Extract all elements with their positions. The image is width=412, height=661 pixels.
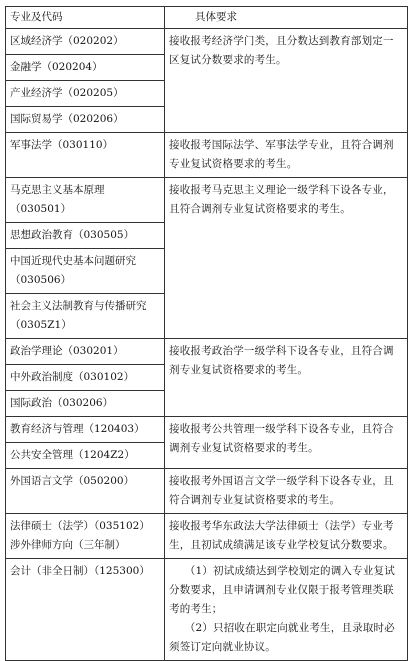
- table-row: [6, 514, 408, 559]
- table-row: [6, 469, 408, 514]
- requirement-cell: 接收报考国际法学、军事法学专业，且符合调剂专业复试资格要求的考生。: [165, 133, 408, 178]
- table-header-row: [6, 7, 408, 29]
- requirement-cell: 接收报考华东政法大学法律硕士（法学）专业考生，且初试成绩满足该专业学校复试分数要求。: [165, 514, 408, 559]
- major-cell: 军事法学（030110）: [6, 133, 165, 178]
- major-item: 马克思主义基本原理（030501）: [6, 178, 164, 223]
- major-item: 中国近现代史基本问题研究（030506）: [6, 249, 164, 294]
- requirement-item: （1）初试成绩达到学校划定的调入专业复试分数要求，且申请调剂专业仅限于报考管理类联考的考生；: [169, 565, 395, 615]
- major-item: 金融学（020204）: [6, 55, 164, 81]
- major-item: 区域经济学（020202）: [6, 29, 164, 55]
- major-cell: 会计（非全日制）（125300）: [6, 559, 165, 661]
- major-item: 国际贸易学（020206）: [10, 113, 124, 125]
- major-item: 思想政治教育（030505）: [6, 223, 164, 249]
- major-cell: 外国语言文学（050200）: [6, 469, 165, 514]
- requirement-cell: 接收报考公共管理一级学科下设各专业，且符合调剂专业复试资格要求的考生。: [165, 417, 408, 469]
- major-item: 公共安全管理（1204Z2）: [10, 449, 135, 461]
- requirement-cell: [165, 559, 408, 661]
- requirement-cell: 接收报考马克思主义理论一级学科下设各专业，且符合调剂专业复试资格要求的考生。: [165, 178, 408, 339]
- table-row: [6, 133, 408, 178]
- requirement-cell: 接收报考外国语言文学一级学科下设各专业，且符合调剂专业复试资格要求的考生。: [165, 469, 408, 514]
- major-cell: [6, 29, 165, 133]
- requirement-item: （2）只招收在职定向就业考生，且录取时必须签订定向就业协议。: [169, 622, 395, 653]
- major-item: 国际政治（030206）: [10, 397, 114, 409]
- header-requirements: 具体要求: [165, 7, 408, 29]
- table-row: [6, 559, 408, 661]
- major-item: 产业经济学（020205）: [6, 81, 164, 107]
- table-row: [6, 178, 408, 339]
- adjustment-requirements-table: [5, 6, 408, 661]
- major-item: 社会主义法制教育与传播研究（0305Z1）: [10, 300, 147, 331]
- major-cell: [6, 178, 165, 339]
- table-row: [6, 339, 408, 417]
- major-cell: [6, 417, 165, 469]
- major-item: 政治学理论（030201）: [6, 339, 164, 365]
- table-row: [6, 417, 408, 469]
- major-cell: [6, 339, 165, 417]
- requirement-cell: 接收报考经济学门类，且分数达到教育部划定一区复试分数要求的考生。: [165, 29, 408, 133]
- major-item: 教育经济与管理（120403）: [6, 417, 164, 443]
- major-cell: 法律硕士（法学）（035102）涉外律师方向（三年制）: [6, 514, 165, 559]
- document-page: [5, 6, 407, 661]
- table-row: [6, 29, 408, 133]
- requirement-cell: 接收报考政治学一级学科下设各专业，且符合调剂专业复试资格要求的考生。: [165, 339, 408, 417]
- major-item: 中外政治制度（030102）: [6, 365, 164, 391]
- header-major-code: 专业及代码: [6, 7, 165, 29]
